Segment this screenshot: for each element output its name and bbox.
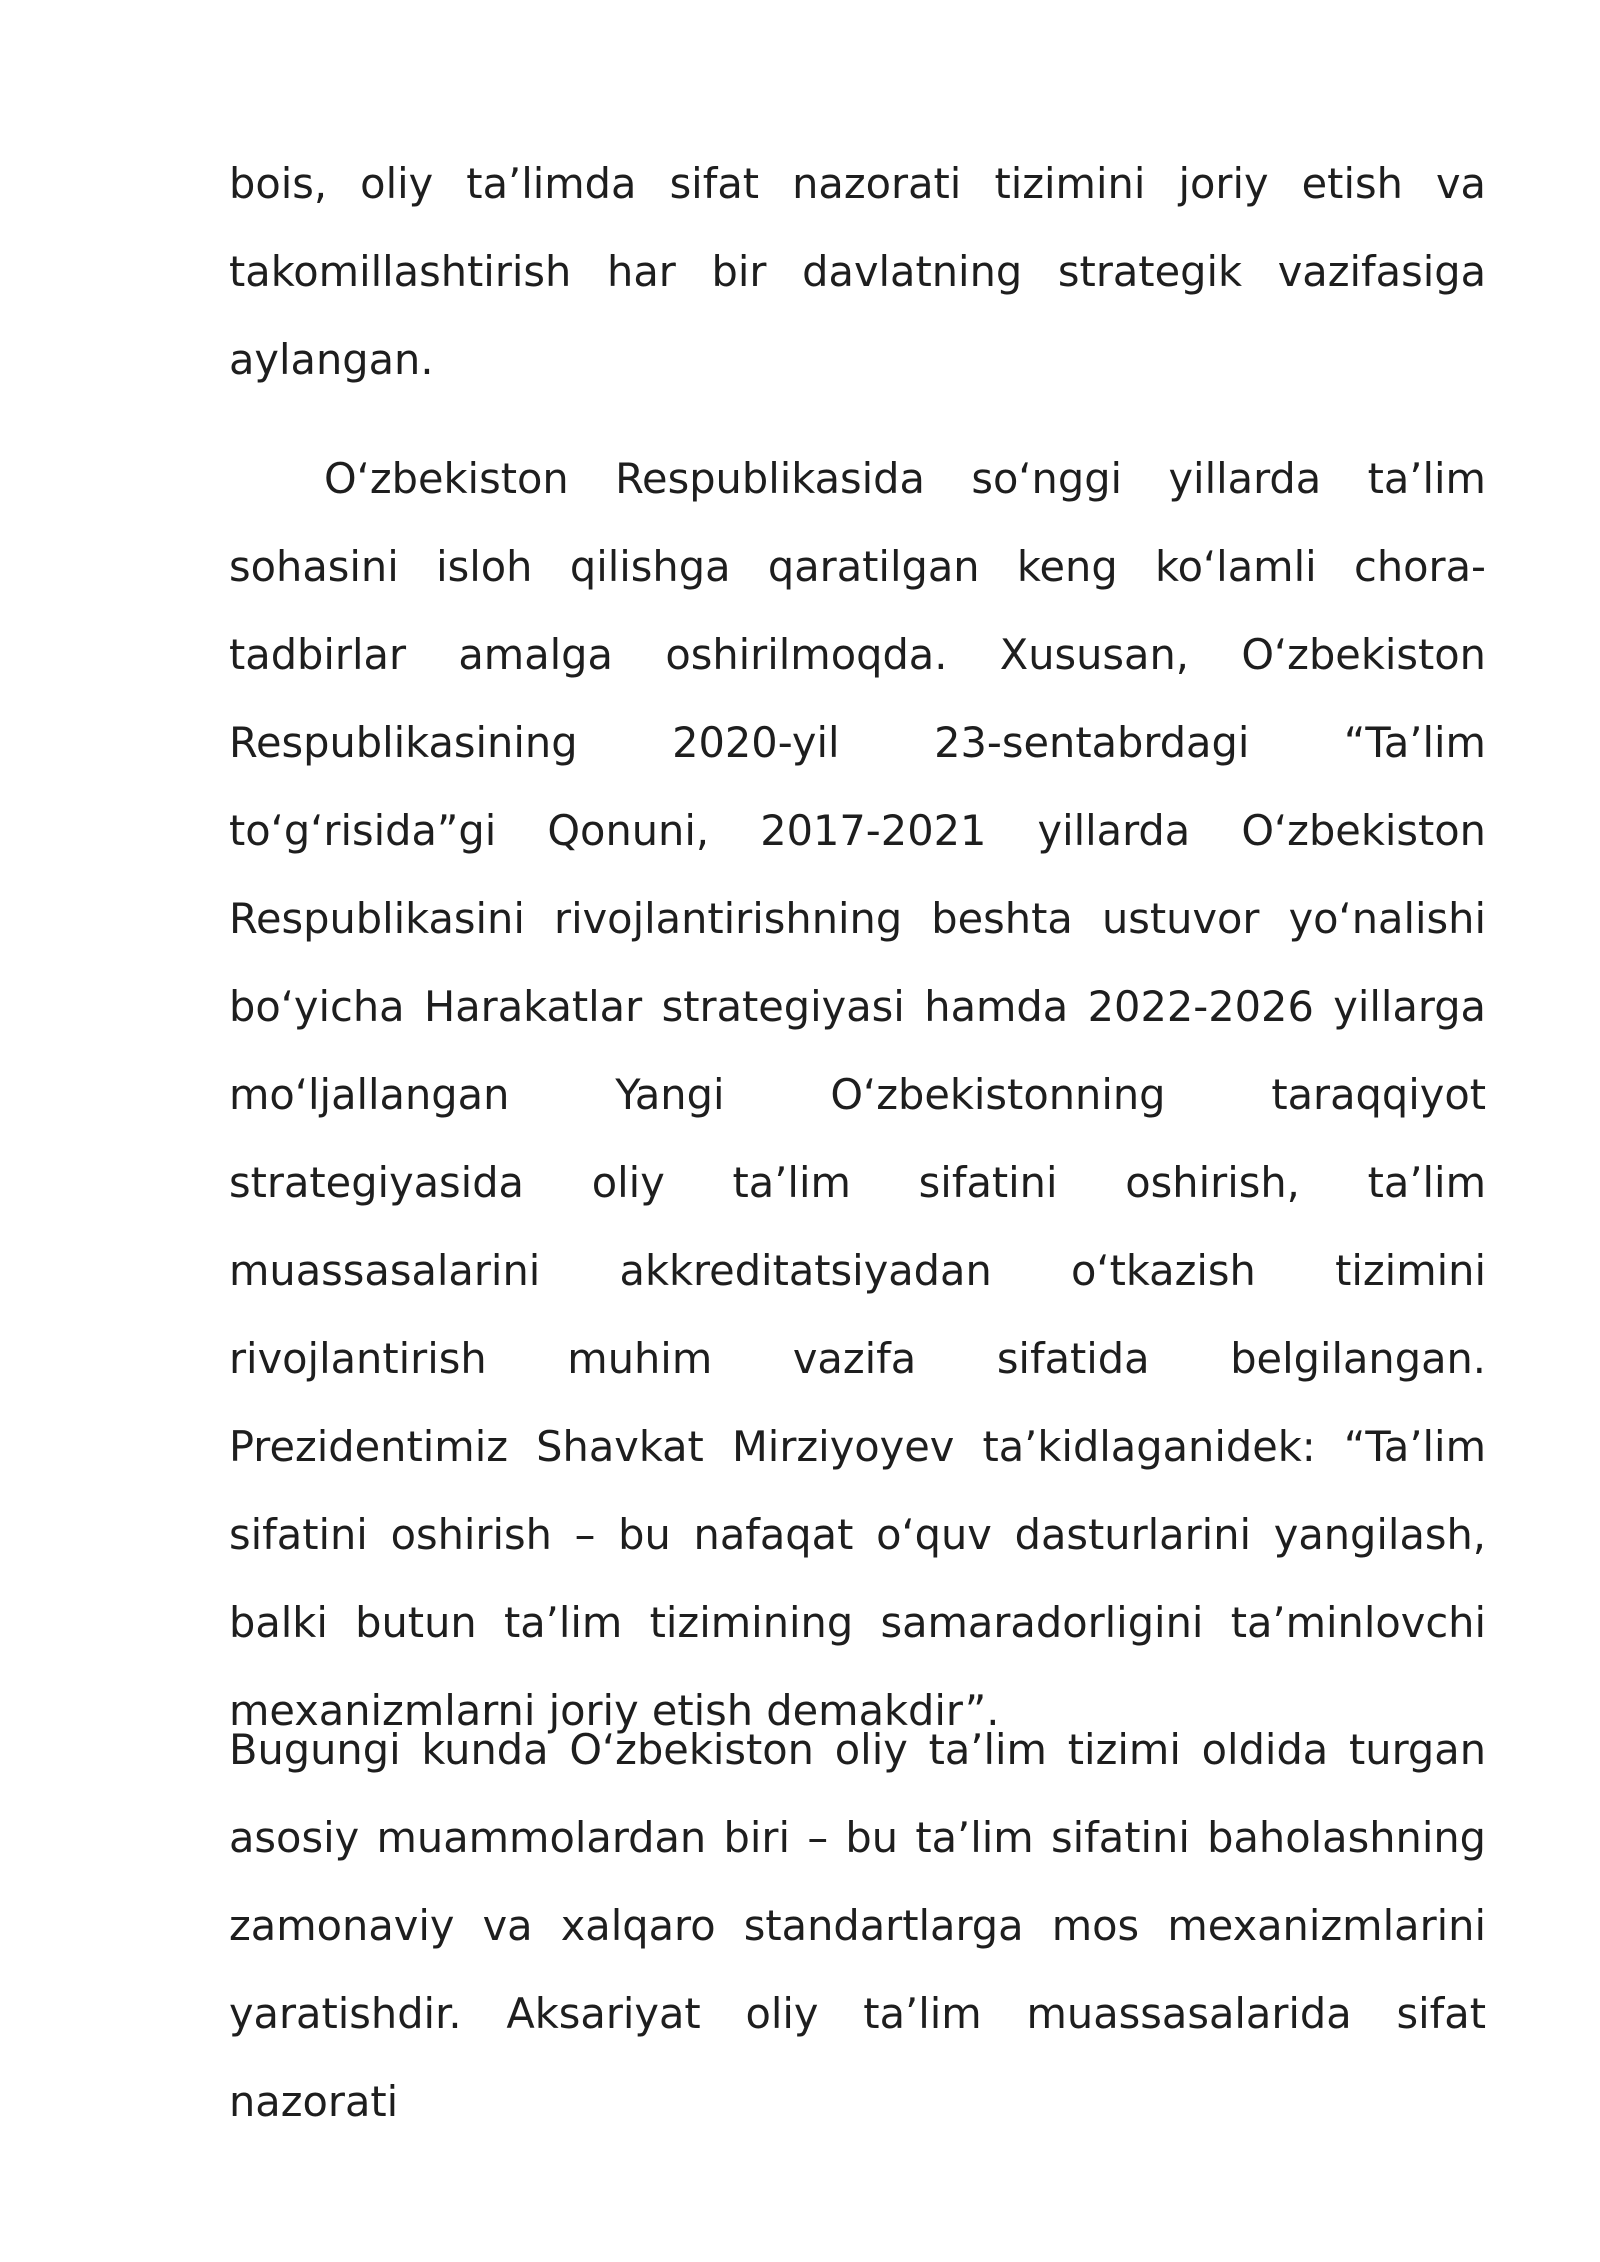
paragraph-text: Bugungi kunda O‘zbekiston oliy ta’lim tizimi oldida turgan asosiy muammolardan biri – bu ta’lim sifatini baholashning zamonaviy va xalqaro standartlarga mos mexanizmlarini yaratishdir. Aksariyat oliy ta’lim muassasalarida sifat nazorati: [229, 1725, 1486, 2126]
paragraph-reforms: [229, 435, 1486, 1755]
paragraph-continuation: [229, 140, 1486, 404]
paragraph-problems: [229, 1706, 1486, 2146]
paragraph-text: bois, oliy ta’limda sifat nazorati tizimini joriy etish va takomillashtirish har bir davlatning strategik vazifasiga aylangan.: [229, 159, 1486, 384]
paragraph-text: O‘zbekiston Respublikasida so‘nggi yillarda ta’lim sohasini isloh qilishga qaratilgan keng ko‘lamli chora-tadbirlar amalga oshirilmoqda. Xususan, O‘zbekiston Respublikasining 2020-yil 23-sentabrdagi “Ta’lim to‘g‘risida”gi Qonuni, 2017-2021 yillarda O‘zbekiston Respublikasini rivojlantirishning beshta ustuvor yo‘nalishi bo‘yicha Harakatlar strategiyasi hamda 2022-2026 yillarga mo‘ljallangan Yangi O‘zbekistonning taraqqiyot strategiyasida oliy ta’lim sifatini oshirish, ta’lim muassasalarini akkreditatsiyadan o‘tkazish tizimini rivojlantirish muhim vazifa sifatida belgilangan. Prezidentimiz Shavkat Mirziyoyev ta’kidlaganidek: “Ta’lim sifatini oshirish – bu nafaqat o‘quv dasturlarini yangilash, balki butun ta’lim tizimining samaradorligini ta’minlovchi mexanizmlarni joriy etish demakdir”.: [229, 454, 1486, 1735]
